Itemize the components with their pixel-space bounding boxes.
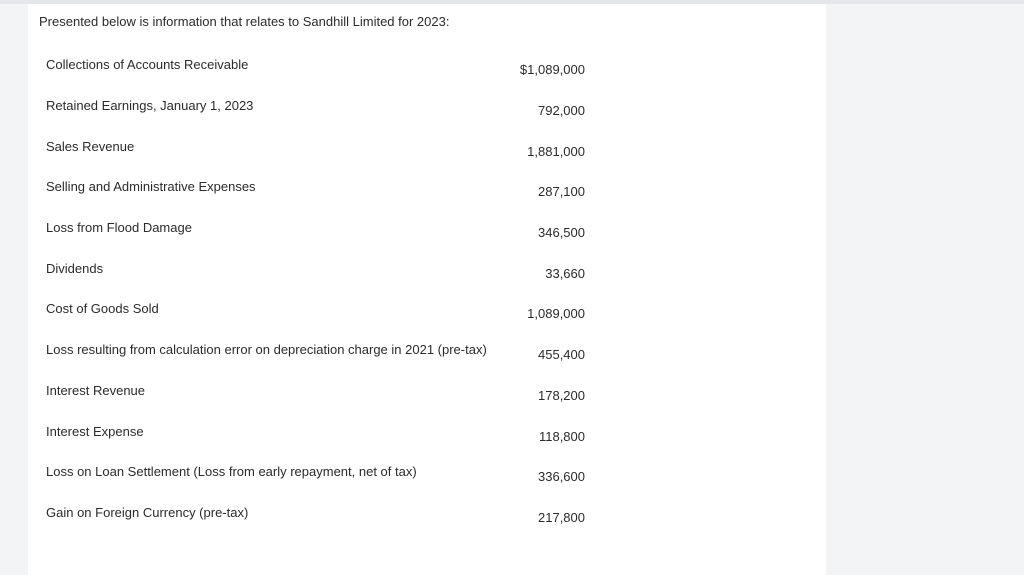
table-row [28,57,826,97]
row-label: Cost of Goods Sold [46,301,159,316]
row-value: 1,089,000 [527,306,585,321]
row-value: 118,800 [538,429,585,444]
row-value: 455,400 [538,347,585,362]
row-value: 1,881,000 [527,144,585,159]
row-value: 287,100 [538,184,585,199]
content-panel [28,4,826,575]
row-value: 33,660 [545,266,585,281]
table-row [28,139,826,179]
row-value: 346,500 [538,225,585,240]
row-label: Dividends [46,261,104,276]
intro-text: Presented below is information that relates to Sandhill Limited for 2023: [39,14,450,29]
row-label: Sales Revenue [46,139,135,154]
row-label: Gain on Foreign Currency (pre-tax) [46,505,249,520]
table-row [28,383,826,423]
row-label: Loss on Loan Settlement (Loss from early repayment, net of tax) [46,464,417,479]
row-value: 178,200 [538,388,585,403]
table-row [28,179,826,219]
row-label: Loss resulting from calculation error on depreciation charge in 2021 (pre-tax) [46,342,487,357]
table-row [28,261,826,301]
row-value: $1,089,000 [519,62,585,77]
table-row [28,464,826,504]
row-value: 792,000 [538,103,585,118]
row-label: Selling and Administrative Expenses [46,179,256,194]
row-label: Loss from Flood Damage [46,220,192,235]
table-row [28,342,826,382]
row-value: 336,600 [538,469,585,484]
table-row [28,505,826,545]
table-row [28,301,826,341]
table-row [28,220,826,260]
row-label: Interest Revenue [46,383,146,398]
row-label: Collections of Accounts Receivable [46,57,249,72]
row-label: Retained Earnings, January 1, 2023 [46,98,254,113]
row-label: Interest Expense [46,424,144,439]
row-value: 217,800 [538,510,585,525]
table-row [28,98,826,138]
table-row [28,424,826,464]
